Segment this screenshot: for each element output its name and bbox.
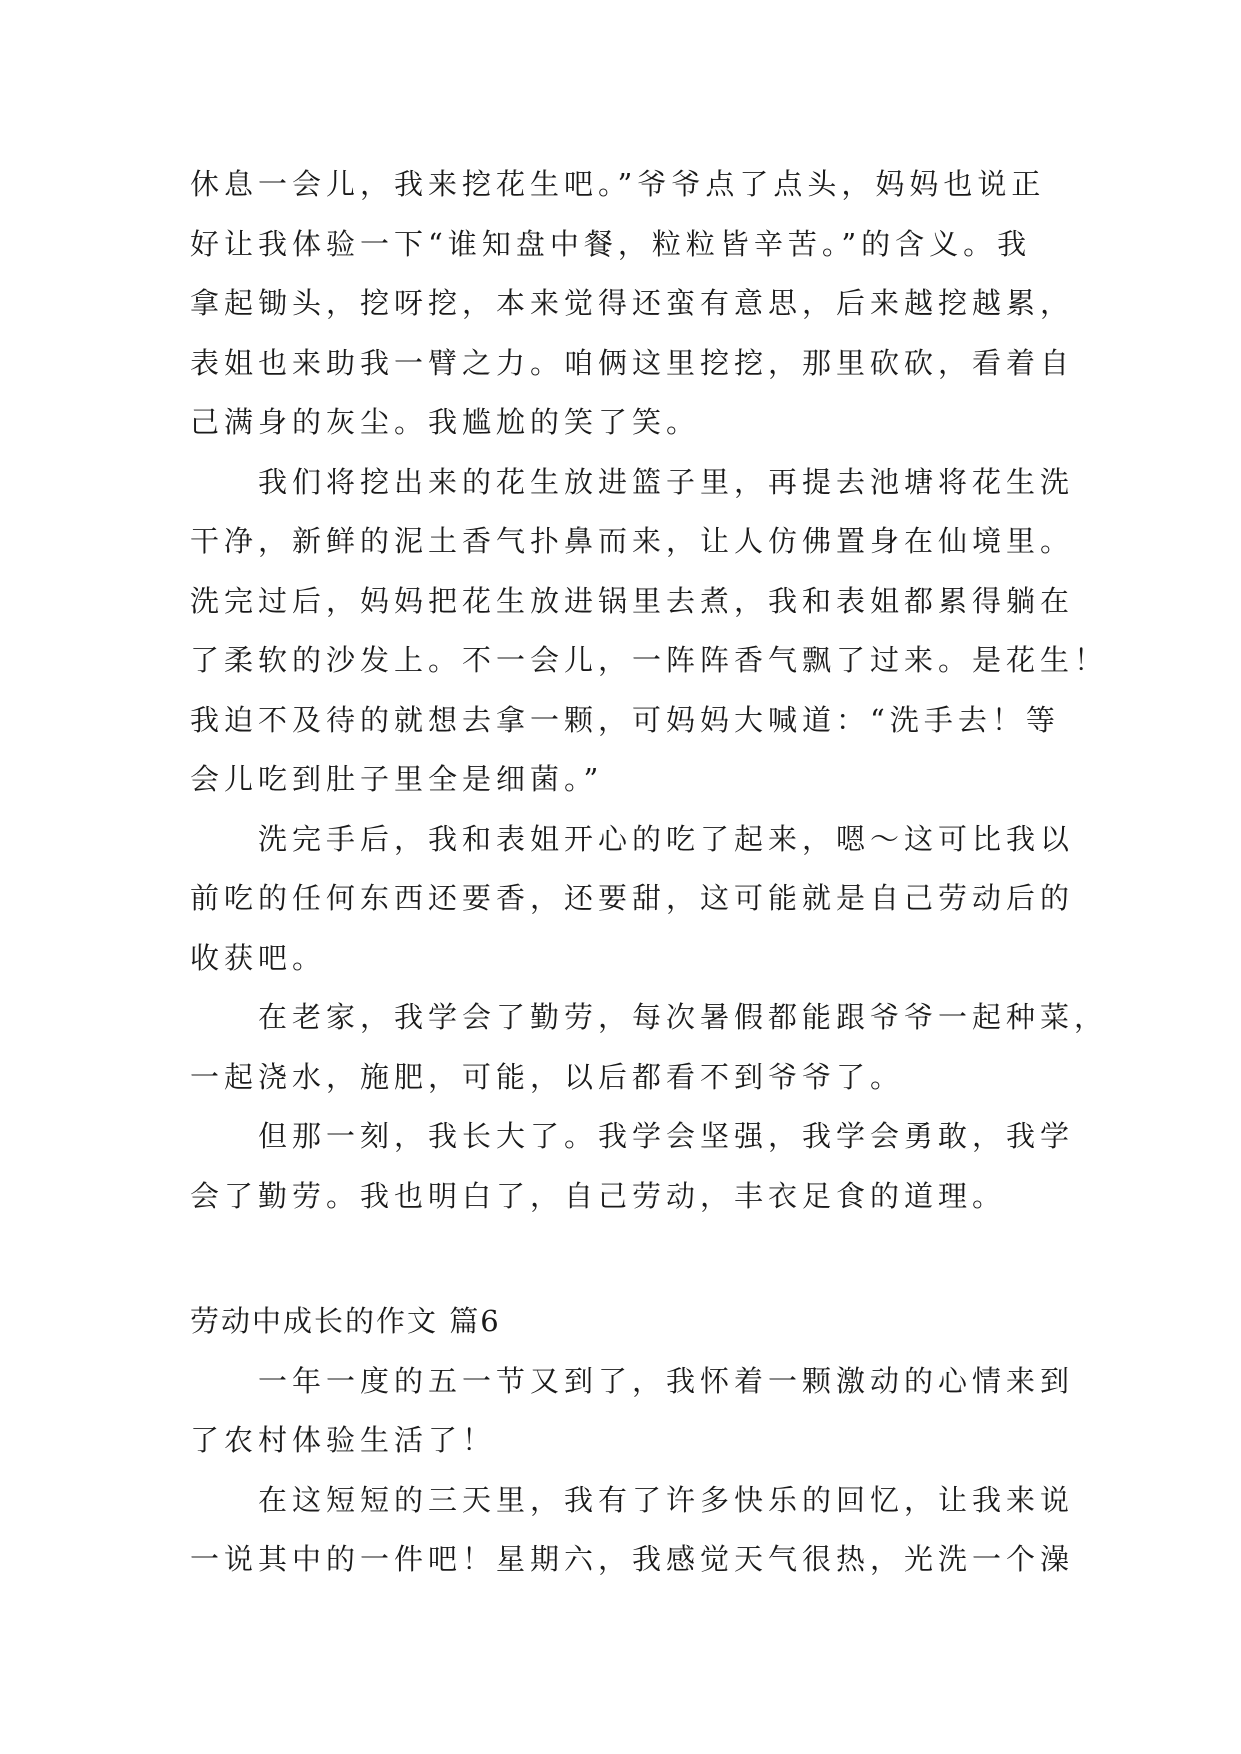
text-line: 我迫不及待的就想去拿一颗，可妈妈大喊道：“洗手去！等 bbox=[190, 702, 1060, 737]
text-line: 在这短短的三天里，我有了许多快乐的回忆，让我来说 bbox=[258, 1482, 1075, 1517]
text-line: 了柔软的沙发上。不一会儿，一阵阵香气飘了过来。是花生！ bbox=[190, 643, 1109, 677]
text-line: 收获吧。 bbox=[190, 940, 327, 975]
text-line: 前吃的任何东西还要香，还要甜，这可能就是自己劳动后的 bbox=[190, 881, 1075, 915]
text-line: 会了勤劳。我也明白了，自己劳动，丰衣足食的道理。 bbox=[190, 1178, 1007, 1213]
section-gap bbox=[190, 1226, 1060, 1292]
text-line: 在老家，我学会了勤劳，每次暑假都能跟爷爷一起种菜， bbox=[258, 1000, 1109, 1034]
section-heading-block bbox=[190, 1292, 1060, 1352]
document-body bbox=[190, 155, 1109, 1590]
paragraph bbox=[190, 453, 1109, 810]
text-line: 我们将挖出来的花生放进篮子里，再提去池塘将花生洗 bbox=[258, 464, 1075, 499]
text-line: 一说其中的一件吧！星期六，我感觉天气很热，光洗一个澡 bbox=[190, 1542, 1075, 1576]
paragraph bbox=[190, 1352, 1075, 1471]
paragraph bbox=[190, 810, 1075, 989]
paragraph bbox=[190, 1471, 1075, 1590]
text-line: 洗完过后，妈妈把花生放进锅里去煮，我和表姐都累得躺在 bbox=[190, 583, 1075, 618]
paragraph bbox=[190, 1107, 1075, 1226]
text-line: 己满身的灰尘。我尴尬的笑了笑。 bbox=[190, 405, 701, 439]
text-line: 拿起锄头，挖呀挖，本来觉得还蛮有意思，后来越挖越累， bbox=[190, 286, 1075, 320]
text-line: 一起浇水，施肥，可能，以后都看不到爷爷了。 bbox=[190, 1059, 905, 1094]
section-heading: 劳动中成长的作文 篇6 bbox=[190, 1304, 501, 1338]
text-line: 了农村体验生活了！ bbox=[190, 1423, 497, 1457]
paragraph bbox=[190, 155, 1075, 453]
text-line: 一年一度的五一节又到了，我怀着一颗激动的心情来到 bbox=[258, 1363, 1075, 1398]
paragraph bbox=[190, 988, 1109, 1107]
text-line: 表姐也来助我一臂之力。咱俩这里挖挖，那里砍砍，看着自 bbox=[190, 345, 1075, 380]
text-line: 好让我体验一下“谁知盘中餐，粒粒皆辛苦。”的含义。我 bbox=[190, 226, 1032, 261]
text-line: 但那一刻，我长大了。我学会坚强，我学会勇敢，我学 bbox=[258, 1119, 1075, 1153]
text-line: 干净，新鲜的泥土香气扑鼻而来，让人仿佛置身在仙境里。 bbox=[190, 524, 1075, 558]
text-line: 洗完手后，我和表姐开心的吃了起来，嗯～这可比我以 bbox=[258, 821, 1075, 856]
text-line: 休息一会儿，我来挖花生吧。”爷爷点了点头，妈妈也说正 bbox=[190, 167, 1046, 201]
text-line: 会儿吃到肚子里全是细菌。” bbox=[190, 762, 604, 796]
